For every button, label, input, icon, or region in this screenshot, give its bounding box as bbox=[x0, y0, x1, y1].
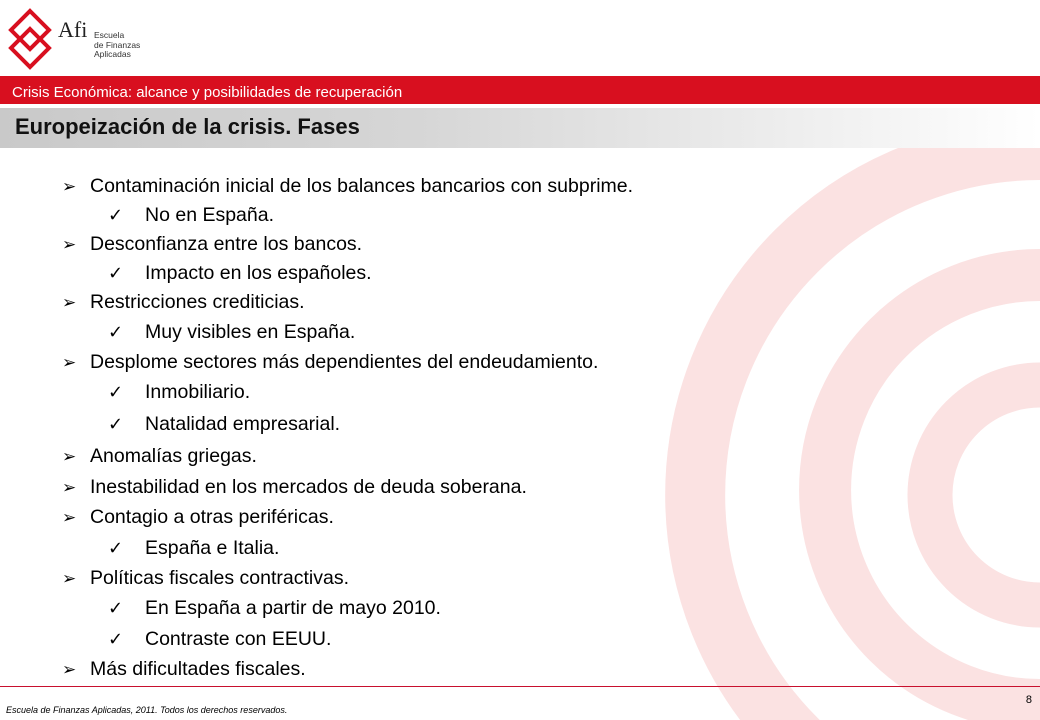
arrow-bullet-icon: ➢ bbox=[62, 235, 77, 254]
footer-divider bbox=[0, 686, 1040, 687]
arrow-bullet-icon: ➢ bbox=[62, 478, 77, 497]
arrow-bullet-icon: ➢ bbox=[62, 508, 77, 527]
arrow-bullet-icon: ➢ bbox=[62, 569, 77, 588]
arrow-bullet-icon: ➢ bbox=[62, 353, 77, 372]
check-bullet-icon: ✓ bbox=[108, 538, 124, 558]
page-number: 8 bbox=[1025, 694, 1032, 706]
check-bullet-icon: ✓ bbox=[108, 382, 124, 402]
arrow-bullet-icon: ➢ bbox=[62, 177, 77, 196]
section-title: Crisis Económica: alcance y posibilidades de recuperación bbox=[12, 84, 403, 101]
slide-title: Europeización de la crisis. Fases bbox=[15, 114, 360, 139]
check-bullet-icon: ✓ bbox=[108, 263, 124, 283]
check-bullet-icon: ✓ bbox=[108, 322, 124, 342]
footer-copyright: Escuela de Finanzas Aplicadas, 2011. Todos los derechos reservados. bbox=[6, 705, 288, 715]
arrow-bullet-icon: ➢ bbox=[62, 293, 77, 312]
logo-subtitle: Escuela de Finanzas Aplicadas bbox=[94, 30, 141, 59]
arrow-bullet-icon: ➢ bbox=[62, 447, 77, 466]
logo-word: Afi bbox=[58, 17, 88, 42]
check-bullet-icon: ✓ bbox=[108, 205, 124, 225]
section-bar bbox=[0, 76, 1040, 104]
check-bullet-icon: ✓ bbox=[108, 629, 124, 649]
afi-logo-icon bbox=[6, 8, 56, 70]
check-bullet-icon: ✓ bbox=[108, 414, 124, 434]
check-bullet-icon: ✓ bbox=[108, 598, 124, 618]
title-bar bbox=[0, 108, 1040, 148]
arrow-bullet-icon: ➢ bbox=[62, 660, 77, 679]
logo bbox=[6, 8, 166, 70]
